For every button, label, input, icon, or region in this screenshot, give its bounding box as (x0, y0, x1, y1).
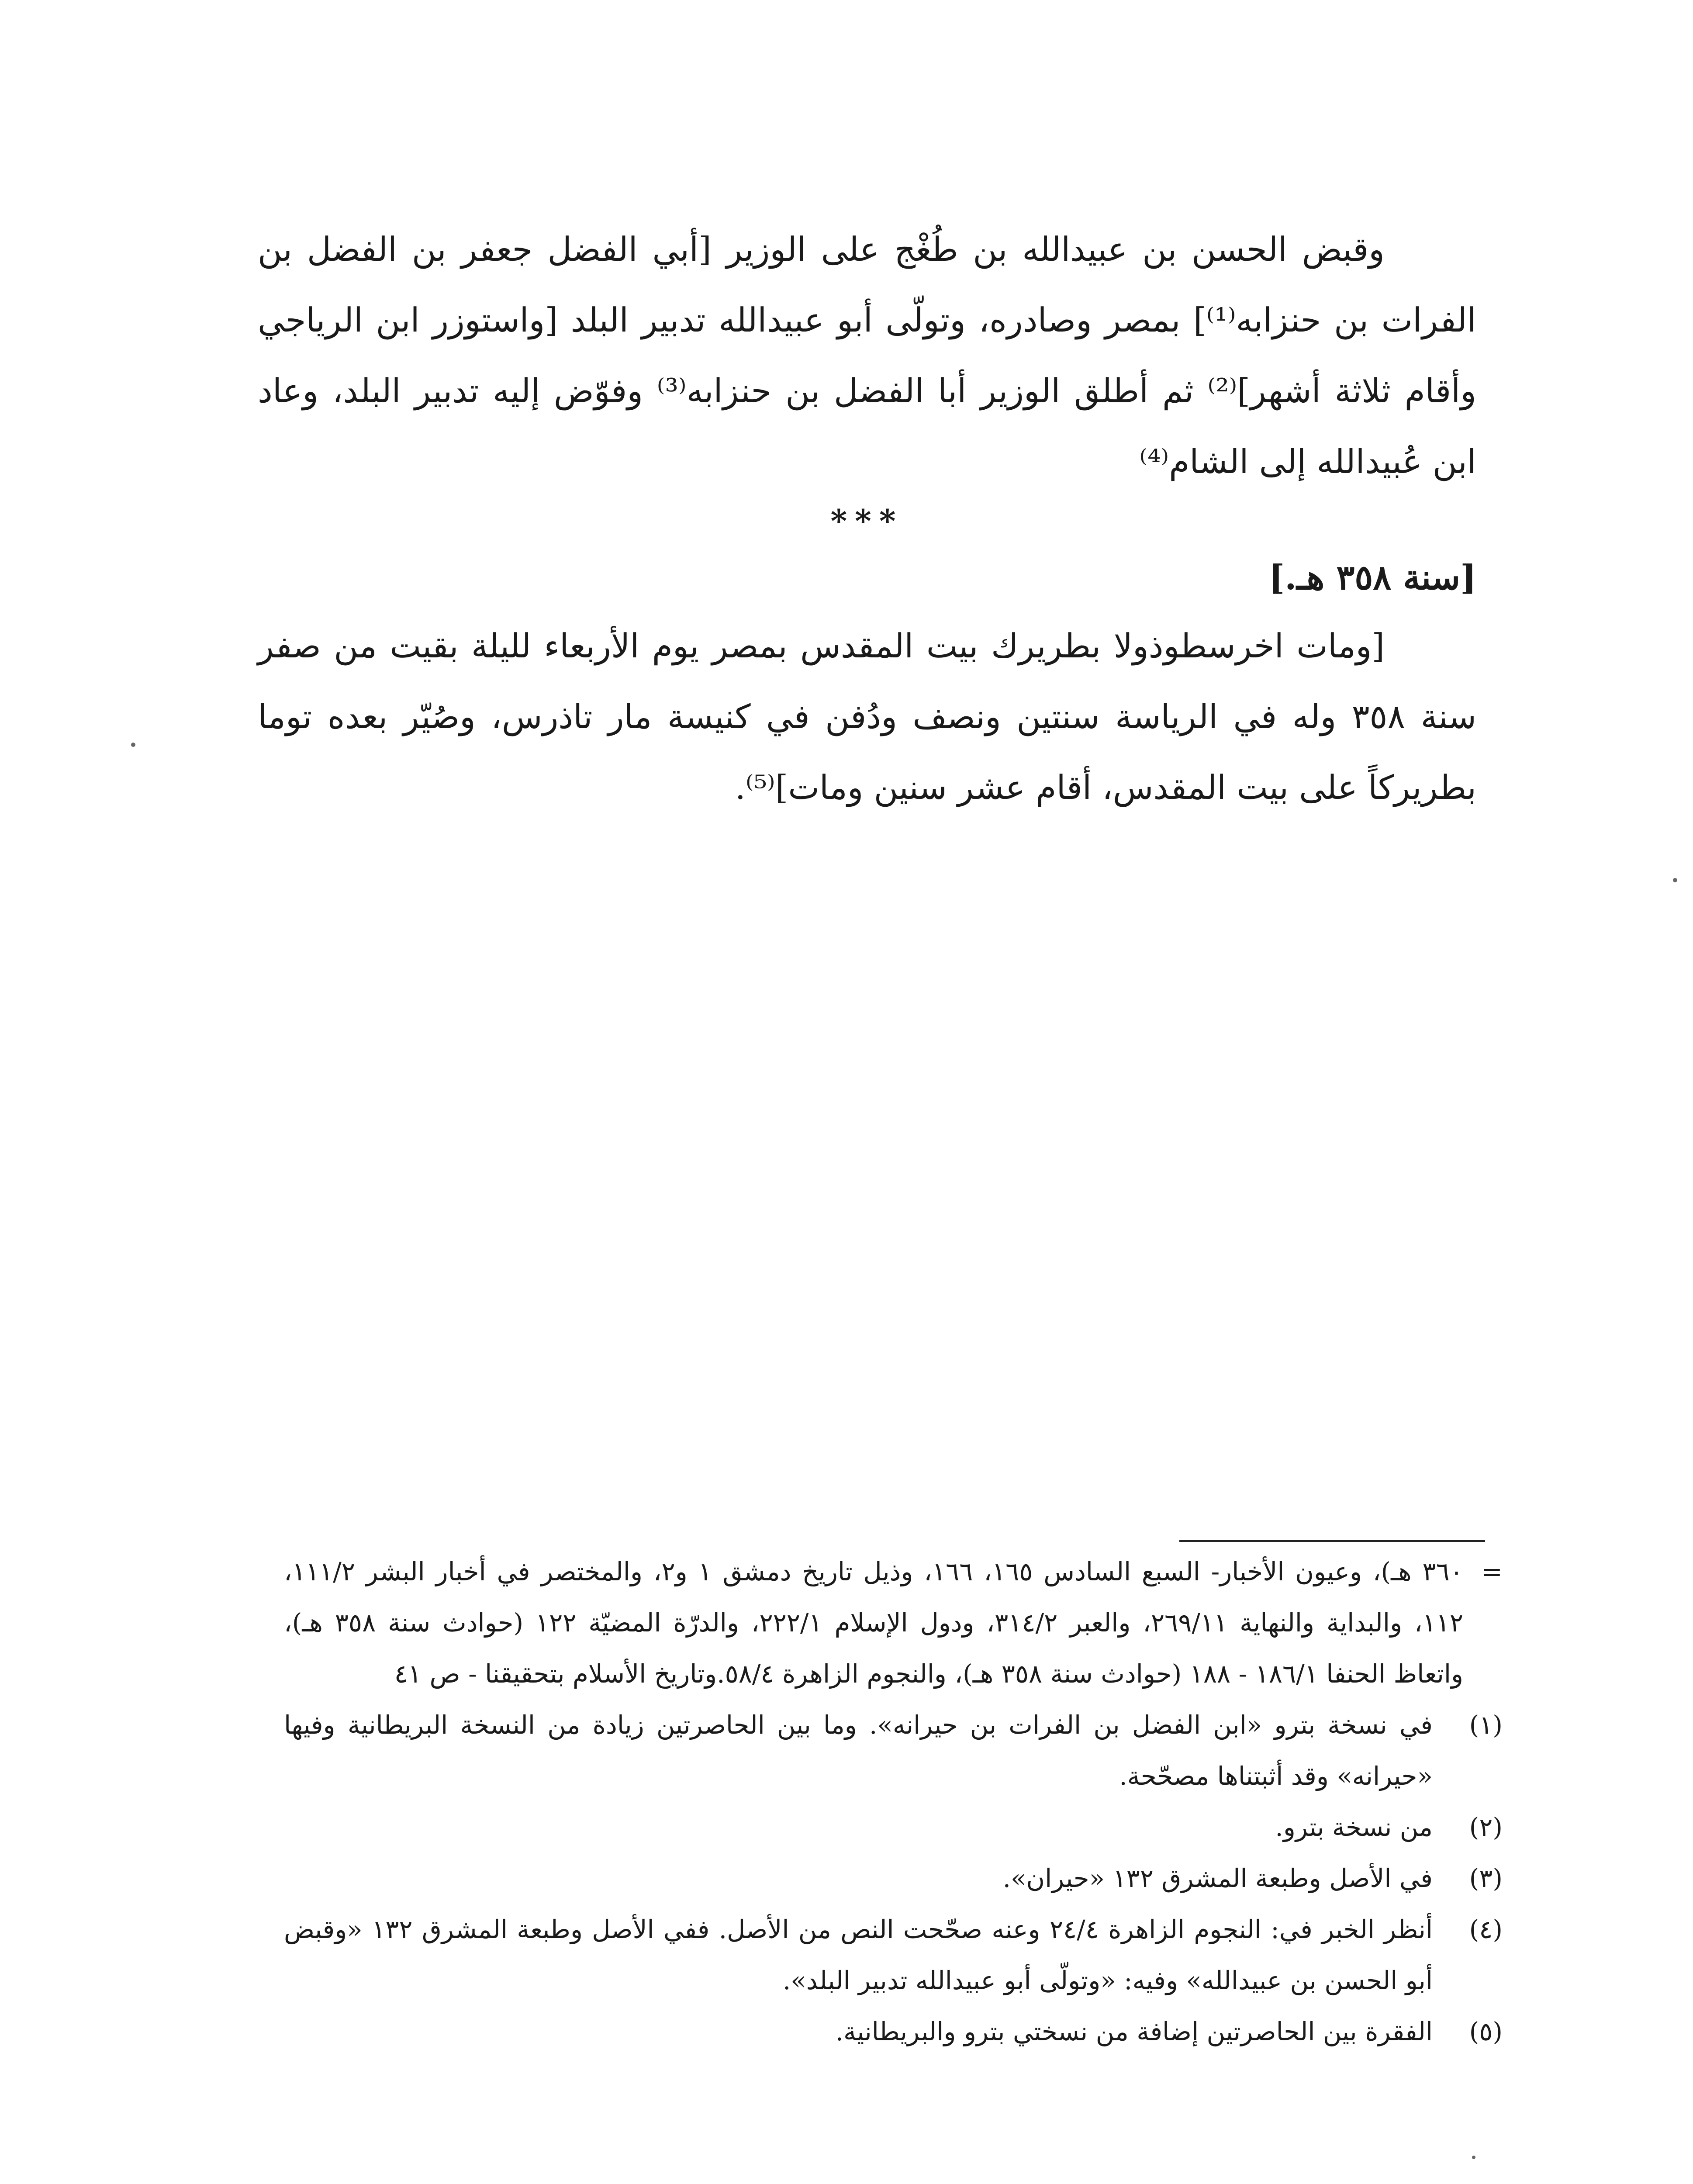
footnote-number: (١) (1469, 1710, 1503, 1740)
footnote-5 (284, 2006, 1503, 2057)
scan-speck (131, 743, 135, 747)
footnote-4 (284, 1904, 1503, 2006)
continuation-mark: = (1481, 1557, 1503, 1586)
year-heading: [سنة ٣٥٨ هـ.] (1268, 558, 1476, 598)
footnote-number: (٥) (1469, 2017, 1503, 2046)
paragraph-2: [ومات اخرسطوذولا بطريرك بيت المقدس بمصر يوم الأربعاء لليلة بقيت من صفر سنة ٣٥٨ وله في الرياسة سنتين ونصف ودُفن في كنيسة مار تاذرس، وصُيّر بعده توما بطريركاً على بيت المقدس، أقام عشر سنين ومات]⁽⁵⁾. (258, 626, 1476, 807)
footnote-rule (1179, 1540, 1485, 1542)
scan-speck (1472, 2156, 1475, 2159)
footnote-number: (٤) (1469, 1914, 1503, 1944)
footnote-text: الفقرة بين الحاصرتين إضافة من نسختي بترو والبريطانية. (835, 2017, 1433, 2046)
footnote-continuation (284, 1546, 1503, 1700)
continuation-text: ٣٦٠ هـ)، وعيون الأخبار- السبع السادس ١٦٥، ١٦٦، وذيل تاريخ دمشق ١ و٢، والمختصر في أخبار البشر ١١١/٢، ١١٢، والبداية والنهاية ٢٦٩/١١، والعبر ٣١٤/٢، ودول الإسلام ٢٢٢/١، والدرّة المضيّة ١٢٢ (حوادث سنة ٣٥٨ هـ)، واتعاظ الحنفا ١٨٦/١ - ١٨٨ (حوادث سنة ٣٥٨ هـ)، والنجوم الزاهرة ٥٨/٤.وتاريخ الأسلام بتحقيقنا - ص ٤١ (284, 1557, 1463, 1689)
scan-speck (1673, 878, 1677, 882)
footnote-text: من نسخة بترو. (1275, 1812, 1433, 1842)
footnote-text: في الأصل وطبعة المشرق ١٣٢ «حيران». (1002, 1863, 1433, 1893)
footnotes-block (284, 1546, 1503, 2057)
paragraph-1: وقبض الحسن بن عبيدالله بن طُغْج على الوزير [أبي الفضل جعفر بن الفضل بن الفرات بن حنزابه⁽¹⁾] بمصر وصادره، وتولّى أبو عبيدالله تدبير البلد [واستوزر ابن الرياجي وأقام ثلاثة أشهر]⁽²⁾ ثم أطلق الوزير أبا الفضل بن حنزابه⁽³⁾ وفوّض إليه تدبير البلد، وعاد ابن عُبيدالله إلى الشام⁽⁴⁾ (258, 230, 1476, 481)
footnote-2 (284, 1802, 1503, 1853)
section-separator: *** (830, 502, 904, 539)
footnote-number: (٢) (1469, 1812, 1503, 1842)
main-text-block (258, 214, 1476, 823)
footnote-3 (284, 1853, 1503, 1904)
footnote-1 (284, 1700, 1503, 1802)
footnote-text: أنظر الخبر في: النجوم الزاهرة ٢٤/٤ وعنه صحّحت النص من الأصل. ففي الأصل وطبعة المشرق ١٣٢ «وقبض أبو الحسن بن عبيدالله» وفيه: «وتولّى أبو عبيدالله تدبير البلد». (284, 1914, 1433, 1995)
footnote-text: في نسخة بترو «ابن الفضل بن الفرات بن حيرانه». وما بين الحاصرتين زيادة من النسخة البريطانية وفيها «حيرانه» وقد أثبتناها مصحّحة. (284, 1710, 1433, 1791)
footnote-number: (٣) (1469, 1863, 1503, 1893)
